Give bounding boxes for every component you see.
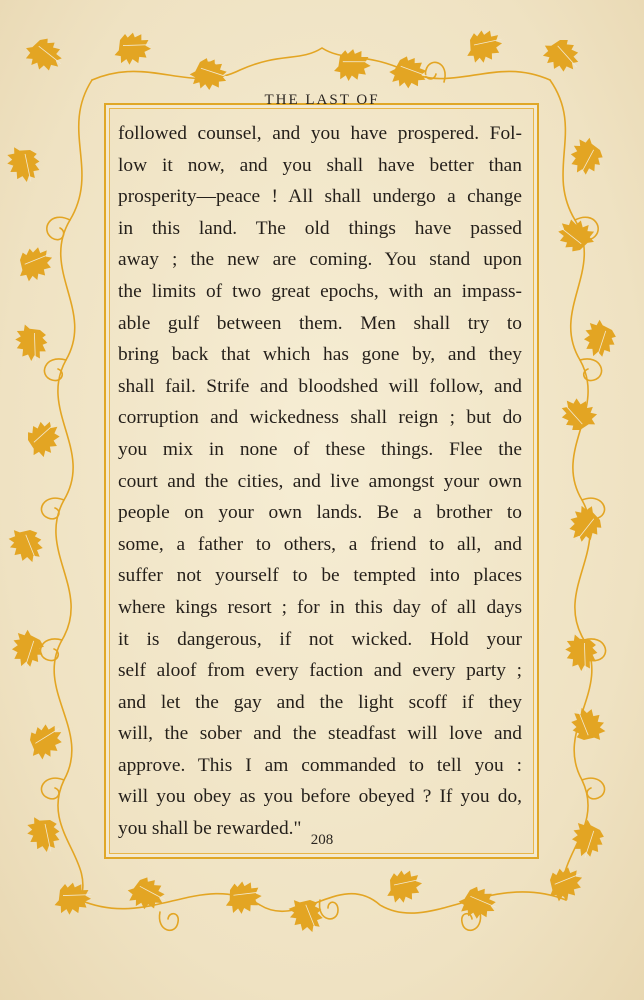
text-line: you shall be rewarded." [118, 818, 302, 840]
text-line: followed counsel, and you have prospered. Fol- [118, 123, 522, 144]
text-line: people on your own lands. Be a brother to [118, 502, 522, 524]
text-line: low it now, and you shall have better than [118, 154, 522, 176]
text-line: corruption and wickedness shall reign ; but do [118, 407, 522, 429]
text-line: bring back that which has gone by, and they [118, 344, 522, 366]
text-line: it is dangerous, if not wicked. Hold your [118, 628, 522, 650]
text-line: suffer not yourself to be tempted into places [118, 565, 522, 587]
text-line: self aloof from every faction and every party ; [118, 660, 522, 682]
body-text [118, 118, 522, 845]
text-line: approve. This I am commanded to tell you : [118, 754, 522, 776]
text-line: away ; the new are coming. You stand upon [118, 249, 522, 271]
text-line: some, a father to others, a friend to all, and [118, 533, 522, 555]
text-line: able gulf between them. Men shall try to [118, 312, 522, 334]
text-line: shall fail. Strife and bloodshed will follow, and [118, 375, 522, 397]
running-head: THE LAST OF [264, 92, 380, 108]
text-line: will, the sober and the steadfast will love and [118, 723, 522, 745]
text-line: the limits of two great epochs, with an impass- [118, 280, 522, 302]
page-number: 208 [310, 832, 334, 848]
text-line: court and the cities, and live amongst your own [118, 470, 522, 492]
text-line: you mix in none of these things. Flee the [118, 438, 522, 460]
text-line: and let the gay and the light scoff if they [118, 691, 522, 713]
text-line: will you obey as you before obeyed ? If you do, [118, 786, 522, 808]
text-line: in this land. The old things have passed [118, 217, 522, 239]
text-line: prosperity—peace ! All shall undergo a change [118, 186, 522, 208]
text-line: where kings resort ; for in this day of all days [118, 596, 522, 618]
